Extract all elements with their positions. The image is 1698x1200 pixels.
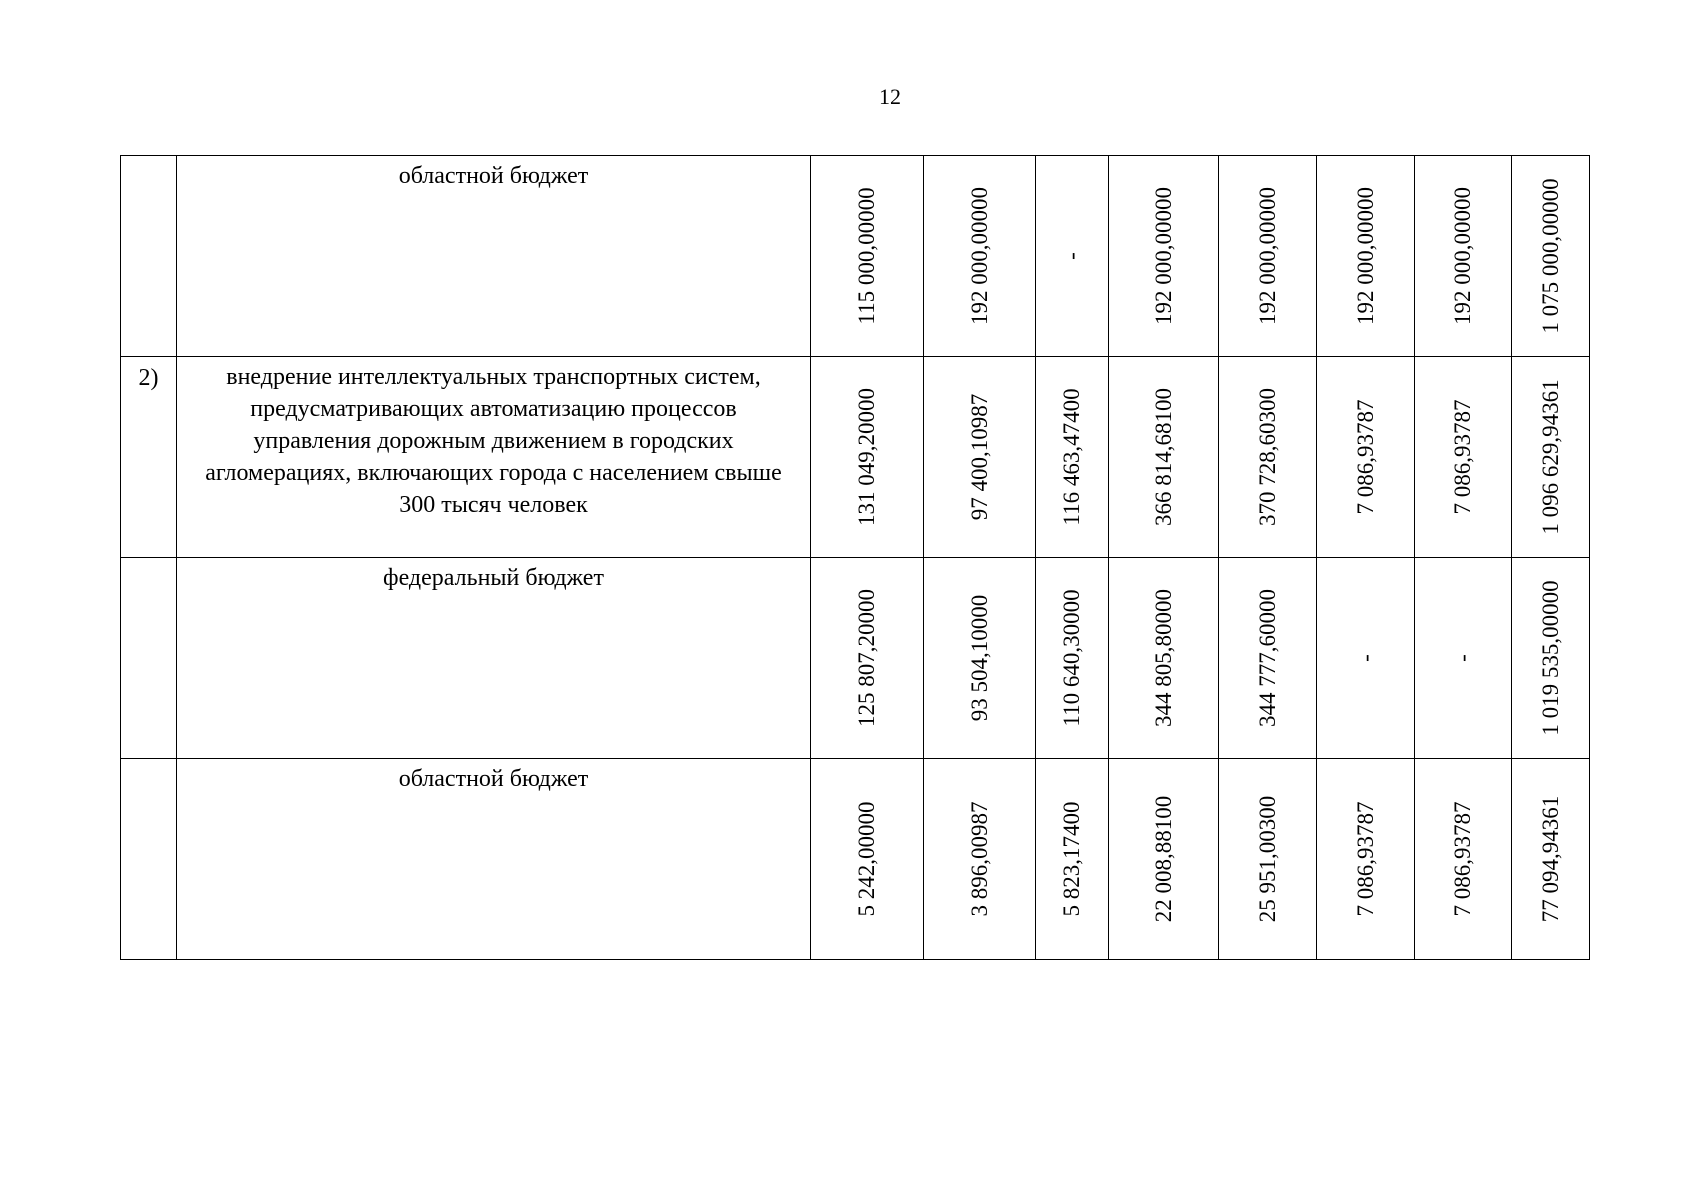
value-cell: [1415, 156, 1512, 357]
value-cell: [1036, 357, 1109, 558]
value-cell: [1219, 357, 1317, 558]
value-cell: [1109, 759, 1219, 960]
value-text: 97 400,10987: [966, 393, 992, 521]
row-number: [121, 558, 177, 759]
budget-table: [120, 155, 1590, 960]
value-text: 344 805,80000: [1150, 589, 1176, 727]
value-cell: [924, 558, 1036, 759]
value-text: -: [1352, 654, 1378, 662]
value-cell: [1317, 357, 1415, 558]
value-cell: [1036, 558, 1109, 759]
value-text: 192 000,00000: [1254, 187, 1280, 325]
value-text: 366 814,68100: [1150, 388, 1176, 526]
value-text: 125 807,20000: [854, 589, 879, 727]
value-text: 192 000,00000: [1352, 187, 1378, 325]
value-cell: [1415, 558, 1512, 759]
table-row: [121, 357, 1590, 558]
value-cell: [1219, 759, 1317, 960]
value-cell: [1415, 759, 1512, 960]
row-number: [121, 156, 177, 357]
value-cell: [1512, 156, 1590, 357]
table-row: [121, 156, 1590, 357]
value-text: -: [1059, 252, 1084, 260]
value-text: 110 640,30000: [1059, 589, 1084, 727]
value-cell: [1317, 156, 1415, 357]
value-text: 22 008,88100: [1150, 795, 1176, 923]
value-text: 370 728,60300: [1254, 388, 1280, 526]
value-text: 1 019 535,00000: [1537, 580, 1563, 736]
value-cell: [811, 759, 924, 960]
row-number: 2): [121, 357, 177, 558]
value-cell: [924, 759, 1036, 960]
value-cell: [1317, 558, 1415, 759]
row-description: внедрение интеллектуальных транспортных систем, предусматривающих автоматизацию процессов управления дорожным движением в городских агломерациях, включающих города с населением свыше 300 тысяч человек: [177, 357, 811, 558]
value-cell: [1109, 156, 1219, 357]
table-body: [121, 156, 1590, 960]
value-cell: [924, 156, 1036, 357]
value-cell: [1317, 759, 1415, 960]
value-cell: [1109, 558, 1219, 759]
value-cell: [1036, 156, 1109, 357]
row-description: областной бюджет: [177, 156, 811, 357]
value-text: -: [1450, 654, 1475, 662]
value-text: 3 896,00987: [966, 801, 992, 917]
value-cell: [924, 357, 1036, 558]
value-text: 115 000,00000: [854, 187, 879, 325]
value-cell: [1219, 156, 1317, 357]
value-text: 93 504,10000: [966, 594, 992, 722]
row-description: федеральный бюджет: [177, 558, 811, 759]
value-cell: [1036, 759, 1109, 960]
value-text: 7 086,93787: [1352, 801, 1378, 917]
value-cell: [811, 558, 924, 759]
value-text: 192 000,00000: [1450, 187, 1475, 325]
value-text: 192 000,00000: [1150, 187, 1176, 325]
value-cell: [1109, 357, 1219, 558]
value-text: 5 823,17400: [1059, 801, 1084, 917]
value-text: 5 242,00000: [854, 801, 879, 917]
value-text: 1 096 629,94361: [1537, 379, 1563, 535]
value-text: 7 086,93787: [1352, 399, 1378, 515]
table-row: [121, 759, 1590, 960]
value-text: 116 463,47400: [1059, 388, 1084, 526]
value-cell: [1512, 759, 1590, 960]
value-cell: [1219, 558, 1317, 759]
row-number: [121, 759, 177, 960]
table-row: [121, 558, 1590, 759]
value-text: 7 086,93787: [1450, 801, 1475, 917]
value-cell: [1512, 558, 1590, 759]
value-text: 77 094,94361: [1537, 795, 1563, 923]
value-text: 192 000,00000: [966, 187, 992, 325]
value-cell: [1512, 357, 1590, 558]
value-text: 1 075 000,00000: [1537, 178, 1563, 334]
value-text: 25 951,00300: [1254, 795, 1280, 923]
page-number: 12: [879, 84, 901, 109]
value-text: 131 049,20000: [854, 388, 879, 526]
value-cell: [811, 357, 924, 558]
value-text: 344 777,60000: [1254, 589, 1280, 727]
value-cell: [811, 156, 924, 357]
row-description: областной бюджет: [177, 759, 811, 960]
value-text: 7 086,93787: [1450, 399, 1475, 515]
value-cell: [1415, 357, 1512, 558]
